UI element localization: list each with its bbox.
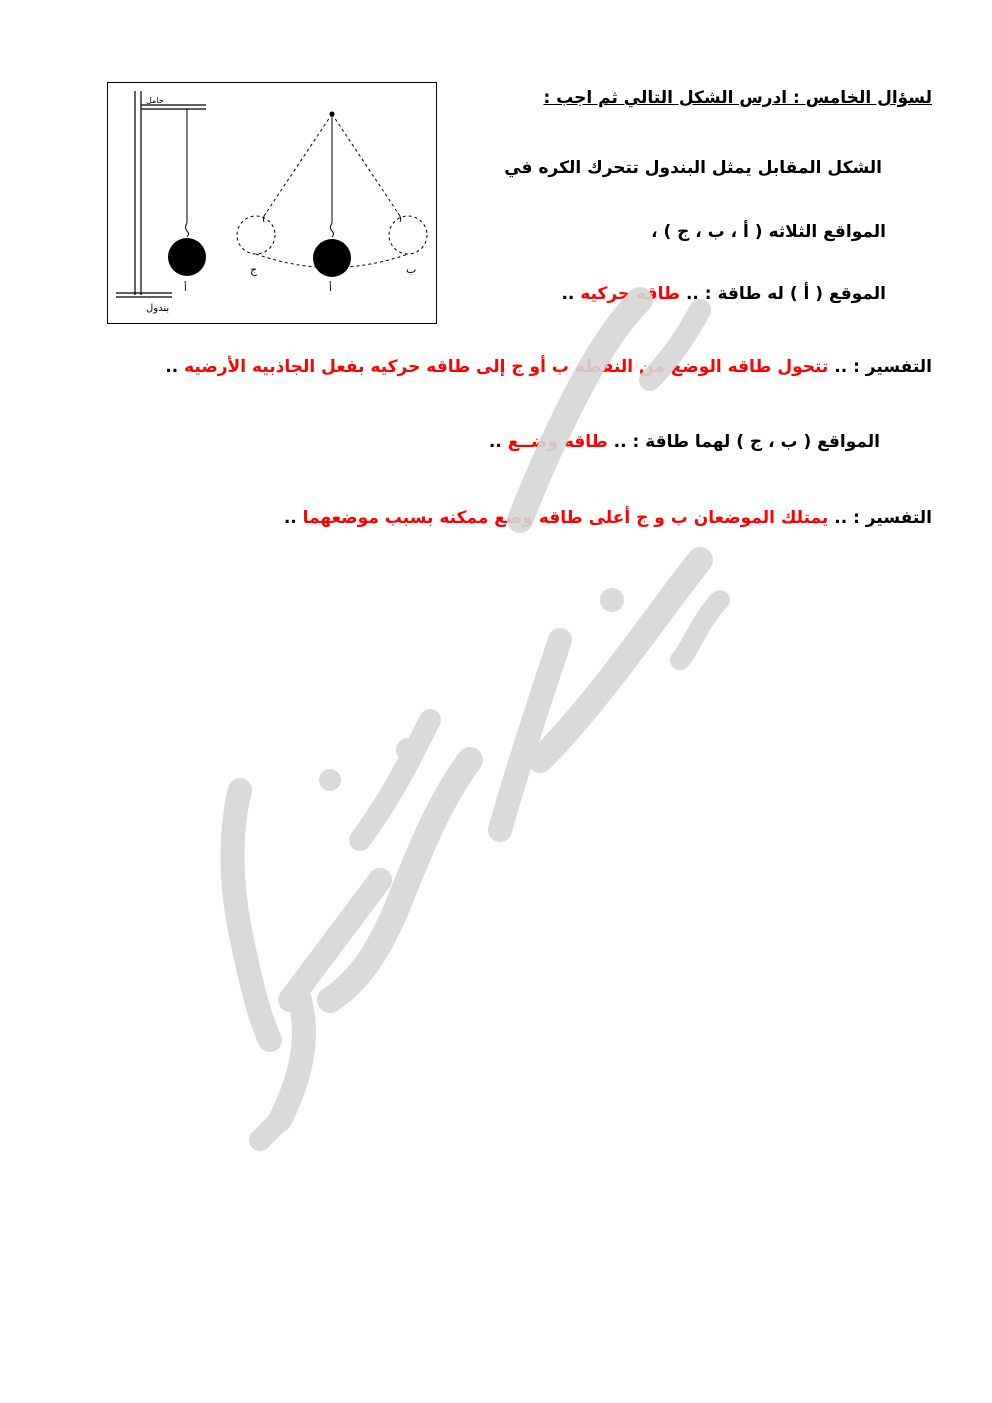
question-line-1-text: الشكل المقابل يمثل البندول تتحرك الكره في: [504, 158, 882, 178]
question-title: [543, 88, 932, 108]
right-dashed-ball: [389, 216, 427, 254]
center-ball: [313, 239, 351, 277]
explanation-1-label: التفسير : ..: [834, 357, 932, 377]
explanation-1-answer: تتحول طاقه الوضع من النقطه ب أو ج إلى طاقه حركيه بفعل الجاذبيه الأرضيه: [184, 357, 829, 377]
watermark-stroke: [520, 300, 640, 520]
left-dashed-string: [266, 114, 332, 213]
right-hook: [398, 213, 401, 222]
watermark-stroke: [280, 1000, 304, 1120]
base-label: بندول: [146, 303, 170, 314]
watermark-stroke: [290, 880, 380, 1000]
left-hook: [263, 213, 266, 222]
watermark-stroke: [233, 790, 271, 1040]
rest-ball: [168, 238, 206, 276]
question-line-2-text: المواقع الثلاثه ( أ ، ب ، ج ) ،: [651, 222, 886, 242]
left-position-label: ج: [250, 263, 258, 276]
left-dashed-ball: [237, 216, 275, 254]
center-ball-label: أ: [329, 283, 332, 294]
watermark-stroke: [500, 640, 560, 830]
explanation-1: [165, 357, 932, 377]
question-title-text: لسؤال الخامس : ادرس الشكل التالي ثم اجب :: [543, 88, 932, 108]
positions-bc-end: ..: [488, 432, 502, 452]
question-line-3: [561, 284, 886, 304]
explanation-2-answer: يمتلك الموضعان ب و ج أعلى طاقه وضع ممكنه بسبب موضعهما: [302, 508, 829, 528]
watermark-stroke: [540, 560, 700, 760]
position-a-answer: طاقه حركيه: [580, 284, 681, 304]
right-position-label: ب: [406, 263, 417, 276]
watermark-stroke: [680, 600, 720, 660]
rest-ball-label: أ: [184, 283, 187, 294]
watermark-dot: [396, 738, 420, 762]
position-a-end: ..: [561, 284, 575, 304]
positions-bc-label: المواقع ( ب ، ج ) لهما طاقة : ..: [613, 432, 880, 452]
watermark-dot: [600, 588, 624, 612]
rest-hook: [186, 223, 189, 237]
center-hook: [331, 223, 334, 237]
right-dashed-string: [332, 114, 398, 213]
pendulum-figure: [107, 82, 437, 324]
explanation-2: [284, 508, 932, 528]
explanation-2-end: ..: [283, 508, 297, 528]
question-line-2: [651, 222, 886, 242]
explanation-2-label: التفسير : ..: [834, 508, 932, 528]
watermark-stroke: [360, 720, 430, 840]
watermark-stroke: [260, 1120, 280, 1140]
explanation-1-end: ..: [165, 357, 179, 377]
positions-bc-answer: طاقه وضــع: [507, 432, 608, 452]
stand-tag: حامل: [146, 96, 164, 105]
watermark-dot: [319, 769, 341, 791]
question-line-1: [504, 158, 882, 178]
watermark-stroke: [330, 760, 470, 1000]
question-line-4: [489, 432, 880, 452]
position-a-label: الموقع ( أ ) له طاقة : ..: [685, 284, 886, 304]
pendulum-diagram: [108, 83, 436, 323]
